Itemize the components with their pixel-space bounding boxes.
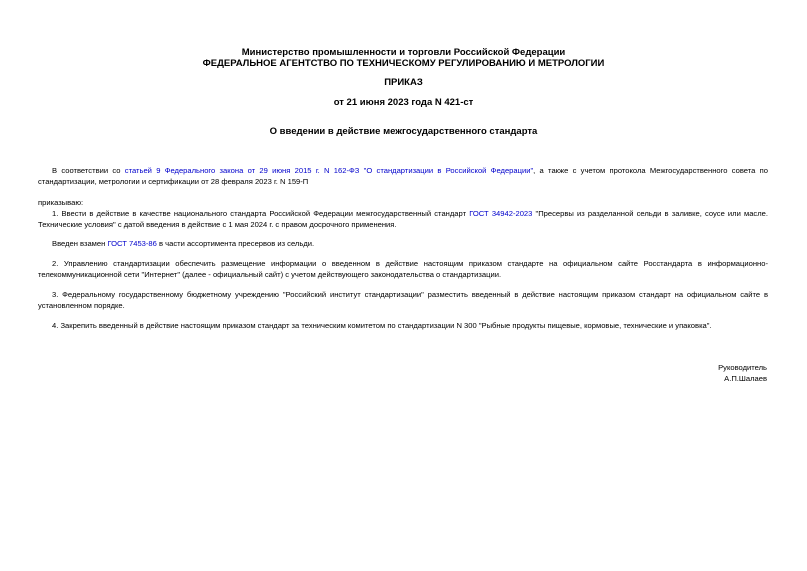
replaced-text-start: Введен взамен	[52, 239, 108, 248]
preamble-text-start: В соответствии со	[52, 166, 125, 175]
agency-name: ФЕДЕРАЛЬНОЕ АГЕНТСТВО ПО ТЕХНИЧЕСКОМУ РЕГУЛИРОВАНИЮ И МЕТРОЛОГИИ	[202, 58, 605, 69]
signature-block	[567, 363, 767, 384]
item-2-paragraph: 2. Управлению стандартизации обеспечить размещение информации о введенном в действие настоящим приказом стандарте на официальном сайте Росстандарта в информационно-телекоммуникационной сети "Интернет" (далее - официальный сайт) с учетом действующего законодательства о стандартизации.	[38, 259, 768, 279]
order-word: приказываю:	[38, 198, 84, 207]
replaced-paragraph	[38, 239, 768, 250]
gost-7453-link[interactable]: ГОСТ 7453-86	[107, 239, 157, 248]
signature-name: А.П.Шалаев	[724, 373, 767, 383]
item-1-text-end: "Пресервы из разделанной сельди в заливке, соусе или масле. Технические условия" с датой введения в действие с 1 мая 2024 г. с правом досрочного применения.	[38, 209, 768, 229]
item-1-paragraph	[38, 209, 768, 230]
preamble-text-end: , а также с учетом протокола Межгосударственного совета по стандартизации, метрологии и сертификации от 28 февраля 2023 г. N 159-П	[38, 166, 768, 186]
item-4-paragraph: 4. Закрепить введенный в действие настоящим приказом стандарт за техническим комитетом по стандартизации N 300 "Рыбные продукты пищевые, кормовые, технические и упаковка".	[52, 321, 712, 330]
document-header	[0, 47, 807, 69]
document-subject: О введении в действие межгосударственного стандарта	[269, 126, 538, 137]
document-type: ПРИКАЗ	[384, 77, 423, 88]
document-date-number: от 21 июня 2023 года N 421-ст	[333, 97, 474, 108]
preamble-paragraph	[38, 166, 768, 187]
replaced-text-end: в части ассортимента пресервов из сельди.	[156, 239, 315, 248]
item-1-text-start: 1. Ввести в действие в качестве национального стандарта Российской Федерации межгосударственный стандарт	[52, 209, 470, 218]
federal-law-link[interactable]: статьей 9 Федерального закона от 29 июня 2015 г. N 162-ФЗ "О стандартизации в Российской Федерации"	[124, 166, 534, 175]
gost-34942-link[interactable]: ГОСТ 34942-2023	[469, 209, 533, 218]
ministry-name: Министерство промышленности и торговли Российской Федерации	[241, 47, 566, 58]
item-3-paragraph: 3. Федеральному государственному бюджетному учреждению "Российский институт стандартизации" разместить введенный в действие настоящим приказом стандарт на официальном сайте в установленном порядке.	[38, 290, 768, 310]
signature-title: Руководитель	[718, 363, 767, 372]
